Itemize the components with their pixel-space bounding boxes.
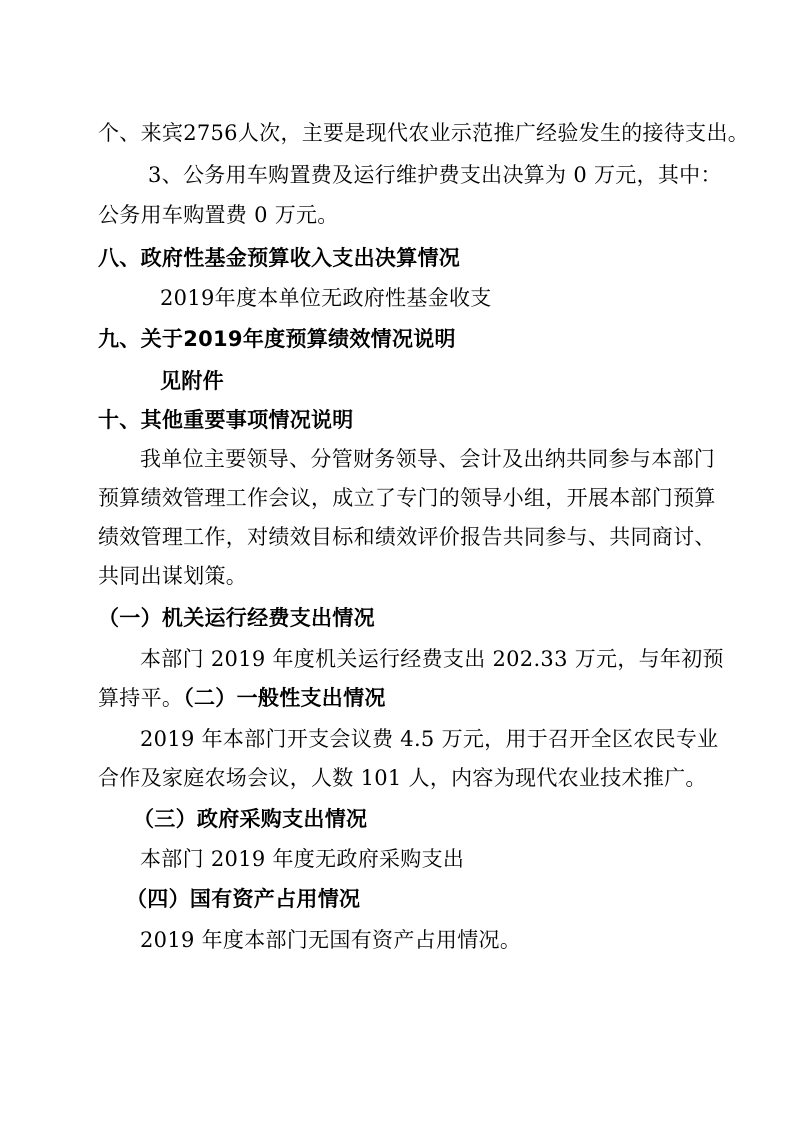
subsection-heading-4: （四）国有资产占用情况 <box>126 887 361 911</box>
paragraph-line-mixed <box>98 683 386 713</box>
paragraph-line: 本部门 2019 年度无政府采购支出 <box>140 847 465 871</box>
text-line-visitors: 个、来宾2756人次，主要是现代农业示范推广经验发生的接待支出。 <box>98 121 750 145</box>
subsection-heading-3: （三）政府采购支出情况 <box>133 807 368 831</box>
paragraph-line: 合作及家庭农场会议，人数 101 人，内容为现代农业技术推广。 <box>98 766 707 790</box>
section-heading-10: 十、其他重要事项情况说明 <box>98 408 354 432</box>
text-line-attachment: 见附件 <box>160 369 224 393</box>
text-line-vehicle-expense: 3、公务用车购置费及运行维护费支出决算为 0 万元，其中： <box>148 163 722 187</box>
paragraph-line: 2019 年本部门开支会议费 4.5 万元，用于召开全区农民专业 <box>140 727 719 751</box>
section-heading-8: 八、政府性基金预算收入支出决算情况 <box>98 246 461 270</box>
paragraph-line: 预算绩效管理工作会议，成立了专门的领导小组，开展本部门预算 <box>98 486 716 510</box>
subsection-heading-2: （二）一般性支出情况 <box>183 686 386 710</box>
subsection-heading-1: （一）机关运行经费支出情况 <box>98 606 375 630</box>
paragraph-line: 绩效管理工作，对绩效目标和绩效评价报告共同参与、共同商讨、 <box>98 525 716 549</box>
paragraph-line: 2019 年度本部门无国有资产占用情况。 <box>140 928 522 952</box>
paragraph-line: 共同出谋划策。 <box>98 564 248 588</box>
text-line-vehicle-purchase: 公务用车购置费 0 万元。 <box>98 203 339 227</box>
text-line-fund: 2019年度本单位无政府性基金收支 <box>160 286 492 310</box>
paragraph-line: 本部门 2019 年度机关运行经费支出 202.33 万元，与年初预 <box>140 647 724 671</box>
paragraph-text: 算持平。 <box>98 686 184 710</box>
section-heading-9: 九、关于2019年度预算绩效情况说明 <box>98 327 456 351</box>
paragraph-line: 我单位主要领导、分管财务领导、会计及出纳共同参与本部门 <box>140 447 716 471</box>
